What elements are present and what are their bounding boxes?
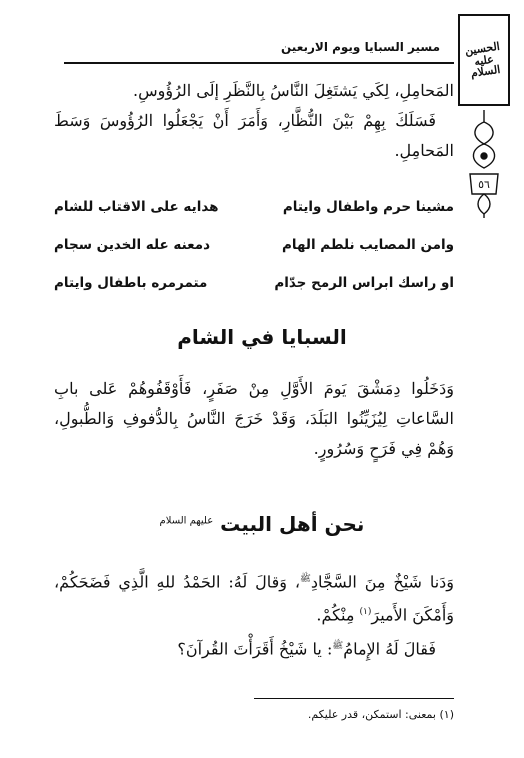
footnote-rule bbox=[254, 698, 454, 699]
honorific: عليهم السلام bbox=[159, 515, 214, 527]
text-span: وَدَنا شَيْخٌ مِنَ السَّجَّادِ bbox=[310, 572, 455, 592]
paragraph-1 bbox=[54, 76, 454, 166]
poem-hemistich-right: او راسك ابراس الرمح جدّام bbox=[274, 275, 454, 291]
honorific: ﷺ bbox=[300, 574, 311, 584]
honorific: ﷺ bbox=[332, 640, 344, 651]
paragraph-1-line-2: فَسَلَكَ بِهِمْ بَيْنَ النُّظَّارِ، وَأَمَرَ أَنْ يَجْعَلُوا الرُؤُوسَ وَسَطَ المَحامِلِ. bbox=[54, 111, 454, 160]
book-logo bbox=[458, 14, 510, 106]
section-heading-2-text: نحن أهل البيت bbox=[220, 512, 365, 536]
poem-hemistich-left: متمرمره باطفال وايتام bbox=[54, 275, 208, 291]
footnote-ref: (١) bbox=[359, 607, 372, 618]
page-number: ٥٦ bbox=[478, 178, 490, 191]
paragraph-2: وَدَخَلُوا دِمَشْقَ يَومَ الأَوَّلِ مِنْ صَفَرٍ، فَأَوْقَفُوهُمْ عَلى بابِ السَّاعاتِ لِيُزَيِّنُوا البَلَدَ، وَقَدْ خَرَجَ النَّاسُ بِالدُّفوفِ وَالطُّبولِ، وَهُمْ فِي فَرَحٍ وَسُرُورٍ. bbox=[54, 379, 454, 458]
section-heading-1: السبايا في الشام bbox=[177, 325, 347, 349]
poem-row bbox=[54, 226, 454, 264]
section-heading-2 bbox=[0, 512, 524, 536]
text-span: مِنْكُمْ. bbox=[316, 605, 360, 625]
text-span: فَقالَ لَهُ الإِمامُ bbox=[343, 638, 436, 658]
paragraph-3-line-2 bbox=[54, 631, 454, 664]
text-span: : يا شَيْخُ أَقَرَأْتَ القُرآنَ؟ bbox=[177, 638, 333, 658]
poem-row bbox=[54, 188, 454, 226]
header-rule bbox=[64, 62, 454, 64]
side-ornament-icon bbox=[460, 108, 508, 220]
running-header-title: مسير السبايا ويوم الاربعين bbox=[281, 40, 440, 54]
paragraph-3 bbox=[54, 564, 454, 664]
paragraph-1-line-1: المَحامِلِ، لِكَي يَشتَغِلَ النَّاسُ بِالنَّظَرِ إلَى الرُؤُوسِ. bbox=[133, 81, 454, 100]
poem-hemistich-right: وامن المصايب نلطم الهام bbox=[282, 237, 454, 253]
paragraph-3-line-1 bbox=[54, 564, 454, 631]
poem-row bbox=[54, 264, 454, 302]
logo-calligraphy: الحسين عليه السلام bbox=[464, 39, 502, 80]
footnote: (١) بمعنى: استمكن، قدر عليكم. bbox=[307, 708, 454, 721]
poem-hemistich-right: مشينا حرم واطفال وايتام bbox=[282, 199, 454, 215]
poem-hemistich-left: دمعنه عله الخدين سجام bbox=[54, 237, 211, 253]
poem-hemistich-left: هدايه على الاقتاب للشام bbox=[54, 199, 219, 215]
poem bbox=[54, 188, 454, 302]
text-span: ، وَقالَ لَهُ: الحَمْدُ للهِ الَّذِي فَضَحَكُمْ، وَأَمْكَنَ الأَميرَ bbox=[54, 572, 454, 625]
